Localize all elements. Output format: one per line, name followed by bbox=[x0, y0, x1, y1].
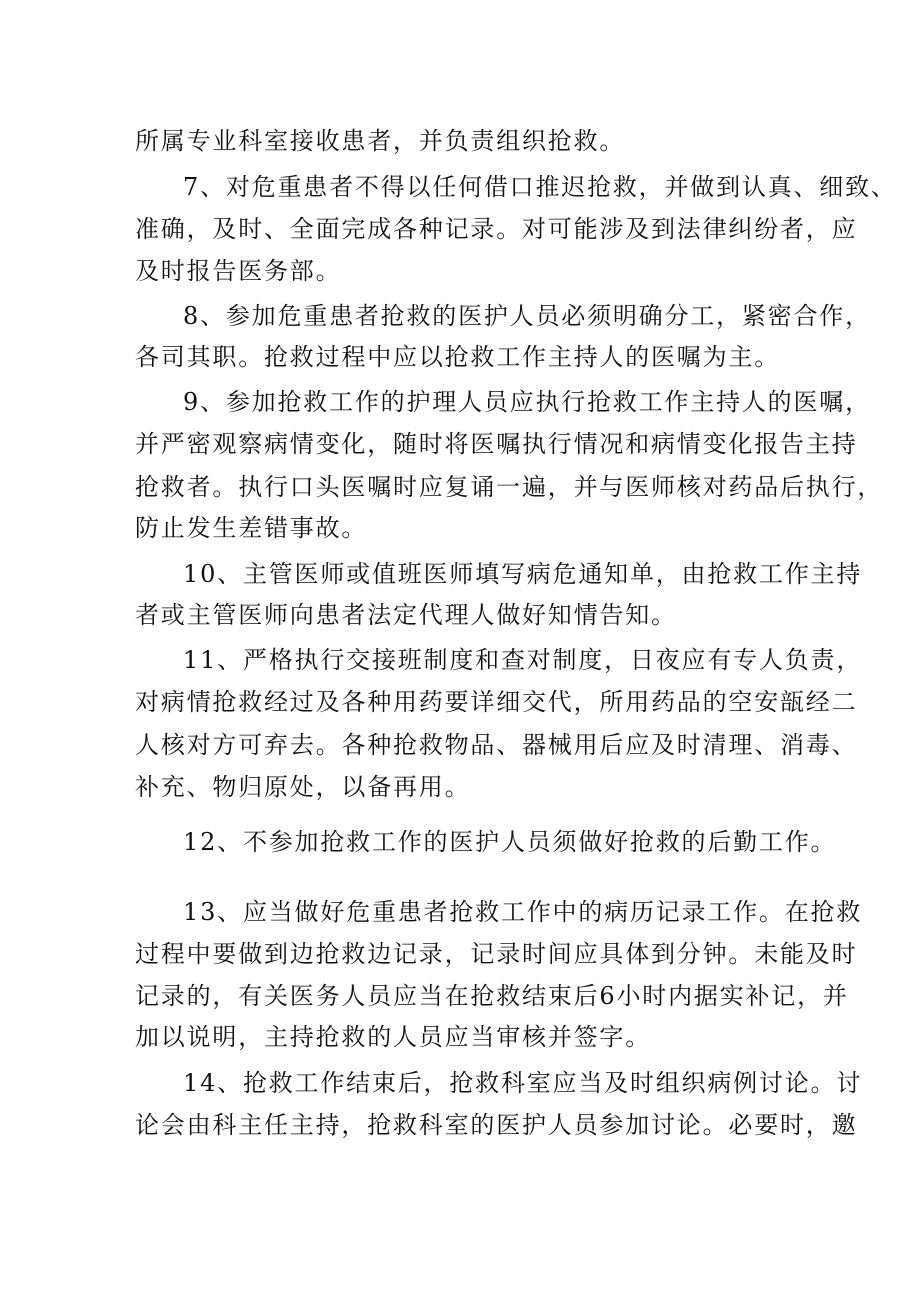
text-line: 及时报告医务部。 bbox=[135, 257, 342, 285]
text-line: 并严密观察病情变化，随时将医嘱执行情况和病情变化报告主持 bbox=[135, 430, 858, 458]
text-line: 14、抢救工作结束后，抢救科室应当及时组织病例讨论。讨 bbox=[183, 1069, 863, 1097]
text-line: 所属专业科室接收患者，并负责组织抢救。 bbox=[135, 127, 626, 155]
text-line: 抢救者。执行口头医嘱时应复诵一遍，并与医师核对药品后执行， bbox=[135, 473, 884, 501]
text-line: 8、参加危重患者抢救的医护人员必须明确分工，紧密合作， bbox=[183, 302, 871, 330]
text-line: 加以说明，主持抢救的人员应当审核并签字。 bbox=[135, 1023, 651, 1051]
text-line: 9、参加抢救工作的护理人员应执行抢救工作主持人的医嘱， bbox=[183, 388, 871, 416]
text-line: 记录的，有关医务人员应当在抢救结束后6小时内据实补记，并 bbox=[135, 982, 849, 1010]
text-line: 7、对危重患者不得以任何借口推迟抢救，并做到认真、细致、 bbox=[183, 173, 897, 201]
text-line: 11、严格执行交接班制度和查对制度，日夜应有专人负责， bbox=[183, 646, 863, 674]
text-line: 10、主管医师或值班医师填写病危通知单，由抢救工作主持 bbox=[183, 560, 863, 588]
text-line: 13、应当做好危重患者抢救工作中的病历记录工作。在抢救 bbox=[183, 898, 863, 926]
text-line: 论会由科主任主持，抢救科室的医护人员参加讨论。必要时，邀 bbox=[135, 1111, 858, 1139]
text-line: 人核对方可弃去。各种抢救物品、器械用后应及时清理、消毒、 bbox=[135, 731, 858, 759]
text-line: 准确，及时、全面完成各种记录。对可能涉及到法律纠纷者，应 bbox=[135, 215, 858, 243]
text-line: 过程中要做到边抢救边记录，记录时间应具体到分钟。未能及时 bbox=[135, 940, 858, 968]
text-line: 者或主管医师向患者法定代理人做好知情告知。 bbox=[135, 601, 677, 629]
text-line: 补充、物归原处，以备再用。 bbox=[135, 773, 471, 801]
text-line: 各司其职。抢救过程中应以抢救工作主持人的医嘱为主。 bbox=[135, 343, 780, 371]
text-line: 对病情抢救经过及各种用药要详细交代，所用药品的空安瓿经二 bbox=[135, 688, 858, 716]
text-line: 防止发生差错事故。 bbox=[135, 514, 368, 542]
text-line: 12、不参加抢救工作的医护人员须做好抢救的后勤工作。 bbox=[183, 828, 837, 856]
